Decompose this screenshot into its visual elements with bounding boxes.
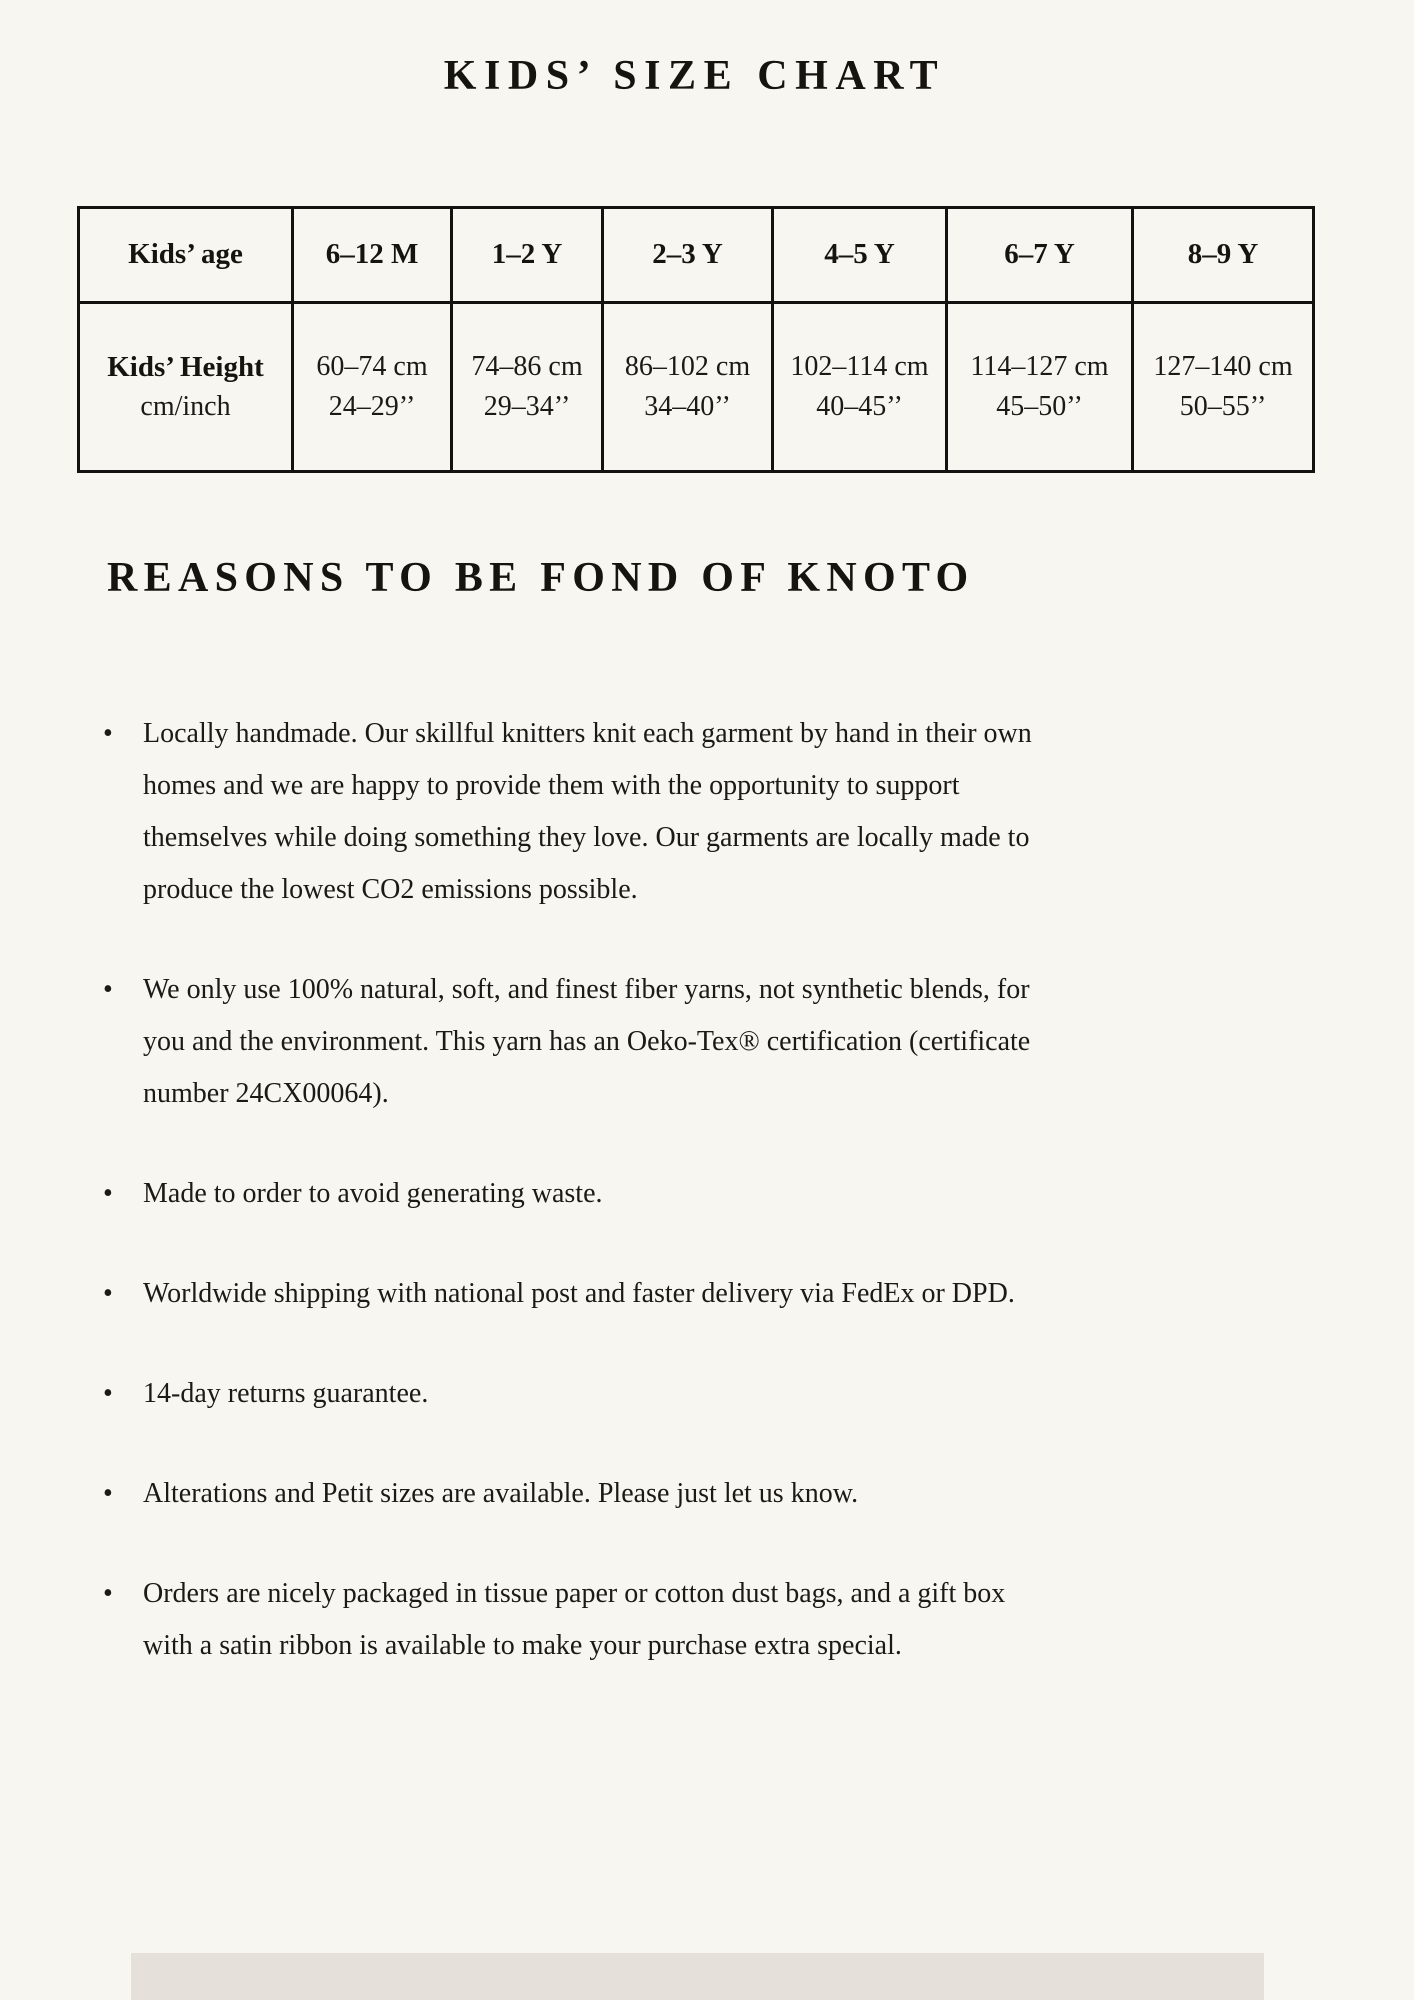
age-value-cell: 2–3 Y bbox=[603, 207, 773, 302]
next-section-strip bbox=[131, 1953, 1264, 2000]
reasons-list bbox=[77, 708, 1043, 1672]
table-row-age bbox=[79, 207, 1314, 302]
age-value-cell: 8–9 Y bbox=[1133, 207, 1314, 302]
height-row-label-cell bbox=[79, 302, 293, 471]
height-row-label-main: Kids’ Height bbox=[107, 350, 264, 383]
page-title: KIDS’ SIZE CHART bbox=[443, 53, 946, 99]
reason-item: • Alterations and Petit sizes are available. Please just let us know. bbox=[143, 1468, 1043, 1520]
height-value-cell bbox=[452, 302, 603, 471]
height-value-cell bbox=[773, 302, 947, 471]
age-value-cell: 1–2 Y bbox=[452, 207, 603, 302]
height-cm-value: 74–86 cm bbox=[471, 350, 583, 382]
height-inch-value: 40–45’’ bbox=[816, 390, 903, 422]
reason-item: • We only use 100% natural, soft, and finest fiber yarns, not synthetic blends, for you and the environment. This yarn has an Oeko-Tex® certification (certificate number 24CX00064). bbox=[143, 964, 1043, 1120]
reason-item: • Worldwide shipping with national post and faster delivery via FedEx or DPD. bbox=[143, 1268, 1043, 1320]
height-value-cell bbox=[293, 302, 452, 471]
height-cm-value: 102–114 cm bbox=[790, 350, 929, 382]
height-value-cell bbox=[603, 302, 773, 471]
age-value-cell: 6–7 Y bbox=[947, 207, 1133, 302]
reason-item: • Made to order to avoid generating waste. bbox=[143, 1168, 1043, 1220]
kids-size-table bbox=[77, 206, 1315, 473]
height-cm-value: 86–102 cm bbox=[624, 350, 751, 382]
height-inch-value: 24–29’’ bbox=[328, 390, 416, 422]
height-row-label-units: cm/inch bbox=[140, 390, 231, 422]
height-cm-value: 60–74 cm bbox=[316, 350, 428, 382]
height-cm-value: 127–140 cm bbox=[1153, 350, 1293, 382]
height-inch-value: 34–40’’ bbox=[644, 390, 731, 422]
height-inch-value: 29–34’’ bbox=[483, 390, 571, 422]
height-inch-value: 50–55’’ bbox=[1179, 390, 1267, 422]
height-value-cell bbox=[947, 302, 1133, 471]
table-row-height bbox=[79, 302, 1314, 471]
age-value-cell: 4–5 Y bbox=[773, 207, 947, 302]
reason-item: • 14-day returns guarantee. bbox=[143, 1368, 1043, 1420]
height-inch-value: 45–50’’ bbox=[996, 390, 1083, 422]
reasons-heading: REASONS TO BE FOND OF KNOTO bbox=[107, 554, 975, 601]
height-cm-value: 114–127 cm bbox=[970, 350, 1109, 382]
reason-item: • Locally handmade. Our skillful knitters knit each garment by hand in their own homes and we are happy to provide them with the opportunity to support themselves while doing something they love. Our garments are locally made to produce the lowest CO2 emissions possible. bbox=[143, 708, 1043, 916]
age-value-cell: 6–12 M bbox=[293, 207, 452, 302]
age-row-label-cell: Kids’ age bbox=[79, 207, 293, 302]
height-value-cell bbox=[1133, 302, 1314, 471]
reason-item: • Orders are nicely packaged in tissue paper or cotton dust bags, and a gift box with a satin ribbon is available to make your purchase extra special. bbox=[143, 1568, 1043, 1672]
